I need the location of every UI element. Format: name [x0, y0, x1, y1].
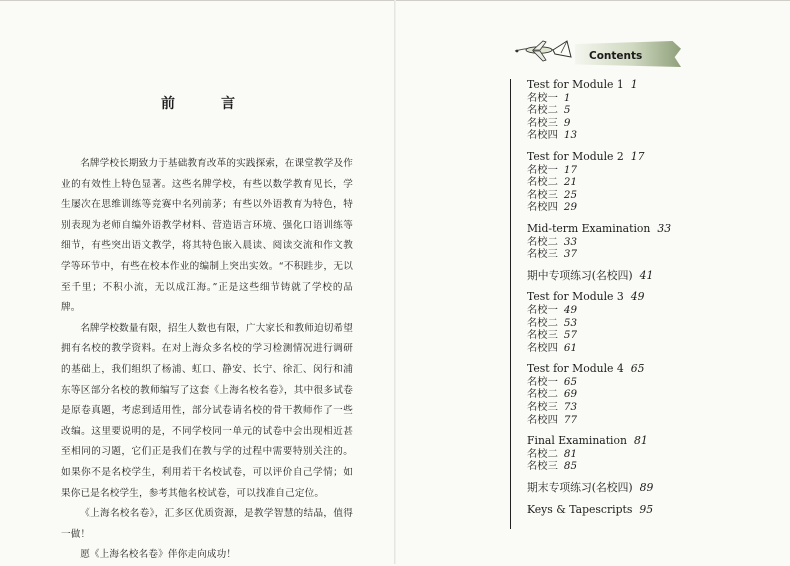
toc-entry-title: Mid-term Examination: [527, 221, 651, 235]
toc-subentry[interactable]: [527, 117, 677, 130]
toc-subentry-label: 名校二: [527, 447, 558, 460]
toc-subentry-page: 57: [563, 329, 577, 342]
toc-entry-title: 期中专项练习(名校四): [527, 268, 633, 282]
toc-group: [527, 223, 677, 261]
toc-subentry[interactable]: [527, 414, 677, 427]
toc-entry-title: Test for Module 2: [527, 149, 624, 163]
toc-subentry[interactable]: [527, 104, 677, 117]
toc-subentry[interactable]: [527, 129, 677, 142]
toc-entry[interactable]: [527, 291, 677, 304]
table-of-contents: [510, 79, 676, 529]
toc-group: [527, 291, 677, 354]
toc-subentry-label: 名校二: [527, 176, 558, 189]
toc-group: [527, 482, 677, 495]
toc-entry[interactable]: [527, 363, 677, 376]
toc-subentry[interactable]: [527, 329, 677, 342]
toc-group: [527, 270, 677, 283]
toc-subentry-label: 名校二: [527, 388, 558, 401]
toc-subentry-label: 名校三: [527, 460, 558, 473]
paper-plane-icon: [509, 37, 579, 71]
toc-subentry[interactable]: [527, 236, 677, 249]
toc-subentry-page: 81: [563, 447, 577, 460]
toc-group: [527, 504, 677, 517]
toc-subentry-page: 9: [563, 116, 571, 129]
toc-subentry-page: 53: [563, 316, 577, 329]
toc-list: [527, 79, 677, 525]
toc-subentry-page: 49: [563, 303, 577, 316]
toc-entry[interactable]: [527, 504, 677, 517]
toc-subentry-page: 73: [563, 401, 577, 414]
toc-subentry-page: 65: [563, 375, 577, 388]
toc-subentry[interactable]: [527, 460, 677, 473]
contents-banner: [509, 37, 681, 71]
page-fold: [394, 0, 396, 564]
toc-group: [527, 79, 677, 142]
toc-entry-page: 17: [630, 149, 645, 163]
toc-subentry-label: 名校二: [527, 104, 558, 117]
toc-subentry-page: 85: [563, 460, 577, 473]
toc-entry-page: 89: [639, 481, 654, 495]
toc-subentry[interactable]: [527, 317, 677, 330]
toc-subentry-page: 77: [563, 413, 577, 426]
preface-paragraph: 名牌学校数量有限，招生人数也有限，广大家长和教师迫切希望拥有名校的教学资料。在对上海众多名校的学习检测情况进行调研的基础上，我们组织了杨浦、虹口、静安、长宁、徐汇、闵行和浦东等区部分名校的教师编写了这套《上海名校名卷》，其中很多试卷是原卷真题，考虑到适用性，部分试卷请名校的骨干教师作了一些改编。这里要说明的是，不同学校同一单元的试卷中会出现相近甚至相同的习题，它们正是我们在教与学的过程中需要特别关注的。如果你不是名校学生，利用若干名校试卷，可以评价自己学情；如果你已是名校学生，参考其他名校试卷，可以找准自己定位。: [61, 322, 354, 499]
toc-entry-page: 49: [630, 290, 645, 304]
toc-subentry-page: 13: [563, 129, 577, 142]
preface-body: [61, 154, 353, 566]
toc-subentry-label: 名校四: [527, 341, 558, 354]
toc-subentry-page: 69: [563, 388, 577, 401]
toc-subentry[interactable]: [527, 201, 677, 214]
preface-paragraph: 《上海名校名卷》，汇多区优质资源，是教学智慧的结晶，值得一做！: [61, 508, 353, 540]
toc-subentry-label: 名校一: [527, 163, 558, 176]
toc-subentry-page: 61: [563, 341, 577, 354]
toc-entry-title: Test for Module 4: [527, 362, 624, 376]
toc-subentry-label: 名校二: [527, 235, 558, 248]
toc-subentry-page: 21: [563, 176, 577, 189]
toc-group: [527, 151, 677, 214]
toc-subentry-page: 37: [563, 248, 577, 261]
toc-subentry-page: 25: [563, 188, 577, 201]
toc-entry-page: 95: [639, 502, 654, 516]
toc-group: [527, 363, 677, 426]
toc-subentry[interactable]: [527, 401, 677, 414]
toc-subentry-label: 名校四: [527, 201, 558, 214]
toc-subentry-label: 名校三: [527, 116, 558, 129]
preface-paragraph: 名牌学校长期致力于基础教育改革的实践探索，在课堂教学及作业的有效性上特色显著。这些名牌学校，有些以数学教育见长，学生屡次在思维训练等竞赛中名列前茅；有些以外语教育为特色，特别表现为老师自编外语教学材料、营造语言环境、强化口语训练等细节，有些突出语文教学，将其特色嵌入晨读、阅读交流和作文教学等环节中，有些在校本作业的编制上突出实效。“不积跬步，无以至千里；不积小流，无以成江海。”正是这些细节铸就了学校的品牌。: [61, 158, 354, 314]
toc-subentry-page: 33: [563, 235, 577, 248]
toc-subentry-page: 1: [563, 91, 571, 104]
toc-entry-page: 1: [630, 78, 638, 91]
toc-subentry[interactable]: [527, 376, 677, 389]
toc-subentry-label: 名校一: [527, 91, 558, 104]
toc-subentry[interactable]: [527, 248, 677, 261]
toc-entry-title: Keys & Tapescripts: [527, 502, 633, 516]
toc-subentry-page: 5: [563, 104, 571, 117]
toc-subentry-label: 名校一: [527, 375, 558, 388]
toc-subentry[interactable]: [527, 92, 677, 105]
toc-subentry[interactable]: [527, 304, 677, 317]
toc-entry[interactable]: [527, 79, 677, 92]
toc-entry-page: 41: [639, 268, 654, 282]
toc-entry-title: Final Examination: [527, 434, 627, 448]
contents-heading: Contents: [589, 50, 643, 62]
toc-entry[interactable]: [527, 270, 677, 283]
toc-subentry[interactable]: [527, 164, 677, 177]
toc-entry-title: Test for Module 3: [527, 290, 624, 304]
toc-subentry[interactable]: [527, 448, 677, 461]
toc-subentry-label: 名校三: [527, 329, 558, 342]
toc-subentry[interactable]: [527, 342, 677, 355]
toc-subentry-label: 名校四: [527, 129, 558, 142]
toc-subentry[interactable]: [527, 176, 677, 189]
toc-entry-page: 81: [633, 434, 648, 448]
toc-entry[interactable]: [527, 435, 677, 448]
toc-subentry-label: 名校三: [527, 248, 558, 261]
toc-entry-page: 65: [630, 362, 645, 376]
toc-entry-page: 33: [657, 221, 672, 235]
toc-subentry-label: 名校三: [527, 401, 558, 414]
toc-subentry[interactable]: [527, 388, 677, 401]
toc-subentry-page: 29: [563, 201, 577, 214]
preface-paragraph: 愿《上海名校名卷》伴你走向成功！: [80, 549, 237, 561]
toc-entry[interactable]: [527, 223, 677, 236]
toc-entry-title: 期末专项练习(名校四): [527, 481, 633, 495]
toc-subentry-label: 名校一: [527, 303, 558, 316]
toc-entry[interactable]: [527, 151, 677, 164]
toc-subentry-page: 17: [563, 163, 577, 176]
toc-subentry-label: 名校三: [527, 188, 558, 201]
toc-subentry-label: 名校二: [527, 316, 558, 329]
toc-subentry[interactable]: [527, 189, 677, 202]
toc-group: [527, 435, 677, 473]
toc-entry-title: Test for Module 1: [527, 78, 624, 91]
toc-entry[interactable]: [527, 482, 677, 495]
toc-subentry-label: 名校四: [527, 413, 558, 426]
preface-title: 前 言: [161, 96, 251, 112]
